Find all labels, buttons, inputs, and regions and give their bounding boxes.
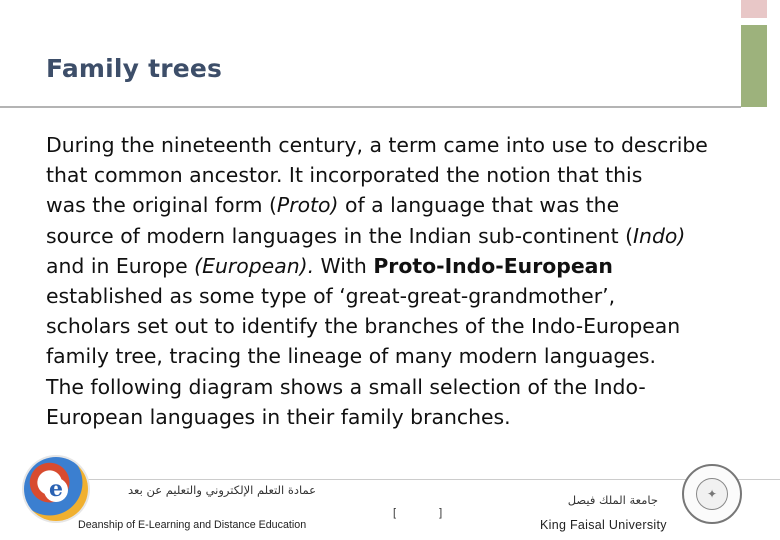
italic-term-indo: Indo) [633,223,686,248]
paragraph-1 [46,130,728,372]
text-segment: source of modern languages in the Indian sub-continent ( [46,223,634,248]
deanship-name: Deanship of E-Learning and Distance Education [78,519,307,531]
text-line: scholars set out to identify the branches of the Indo-European [46,314,681,339]
text-line: The following diagram shows a small selection of the Indo- [46,374,646,399]
text-segment: was the original form ( [46,193,277,218]
text-line [46,190,728,220]
text-segment: With [314,253,374,278]
text-line [46,251,728,281]
university-arabic: جامعة الملك فيصل [567,493,658,507]
slide-body [46,130,728,432]
slide-title: Family trees [46,54,223,83]
text-line: established as some type of ‘great-great-grandmother’, [46,284,616,309]
text-line: family tree, tracing the lineage of many modern languages. [46,344,656,369]
text-line: that common ancestor. It incorporated the notion that this [46,163,643,188]
title-divider [0,106,741,108]
footer-divider [68,479,780,480]
page-number-brackets: [ ] [393,507,463,519]
text-segment: and in Europe [46,253,195,278]
paragraph-2 [46,372,728,432]
e-letter-icon: e [44,478,68,502]
text-line: European languages in their family branches. [46,404,511,429]
text-line [46,221,728,251]
accent-bar-pink [741,0,767,18]
text-line: During the nineteenth century, a term came into use to describe [46,133,708,157]
italic-term-proto: Proto) [276,193,339,218]
university-name: King Faisal University [540,518,667,532]
text-segment: of a language that was the [338,193,620,218]
deanship-arabic: عمادة التعلم الإلكتروني والتعليم عن بعد [128,483,316,497]
bold-term-pie: Proto-Indo-European [373,253,613,278]
seal-emblem-icon: ✦ [706,487,718,501]
italic-term-european: (European). [194,253,315,278]
accent-bar-green [741,25,767,107]
